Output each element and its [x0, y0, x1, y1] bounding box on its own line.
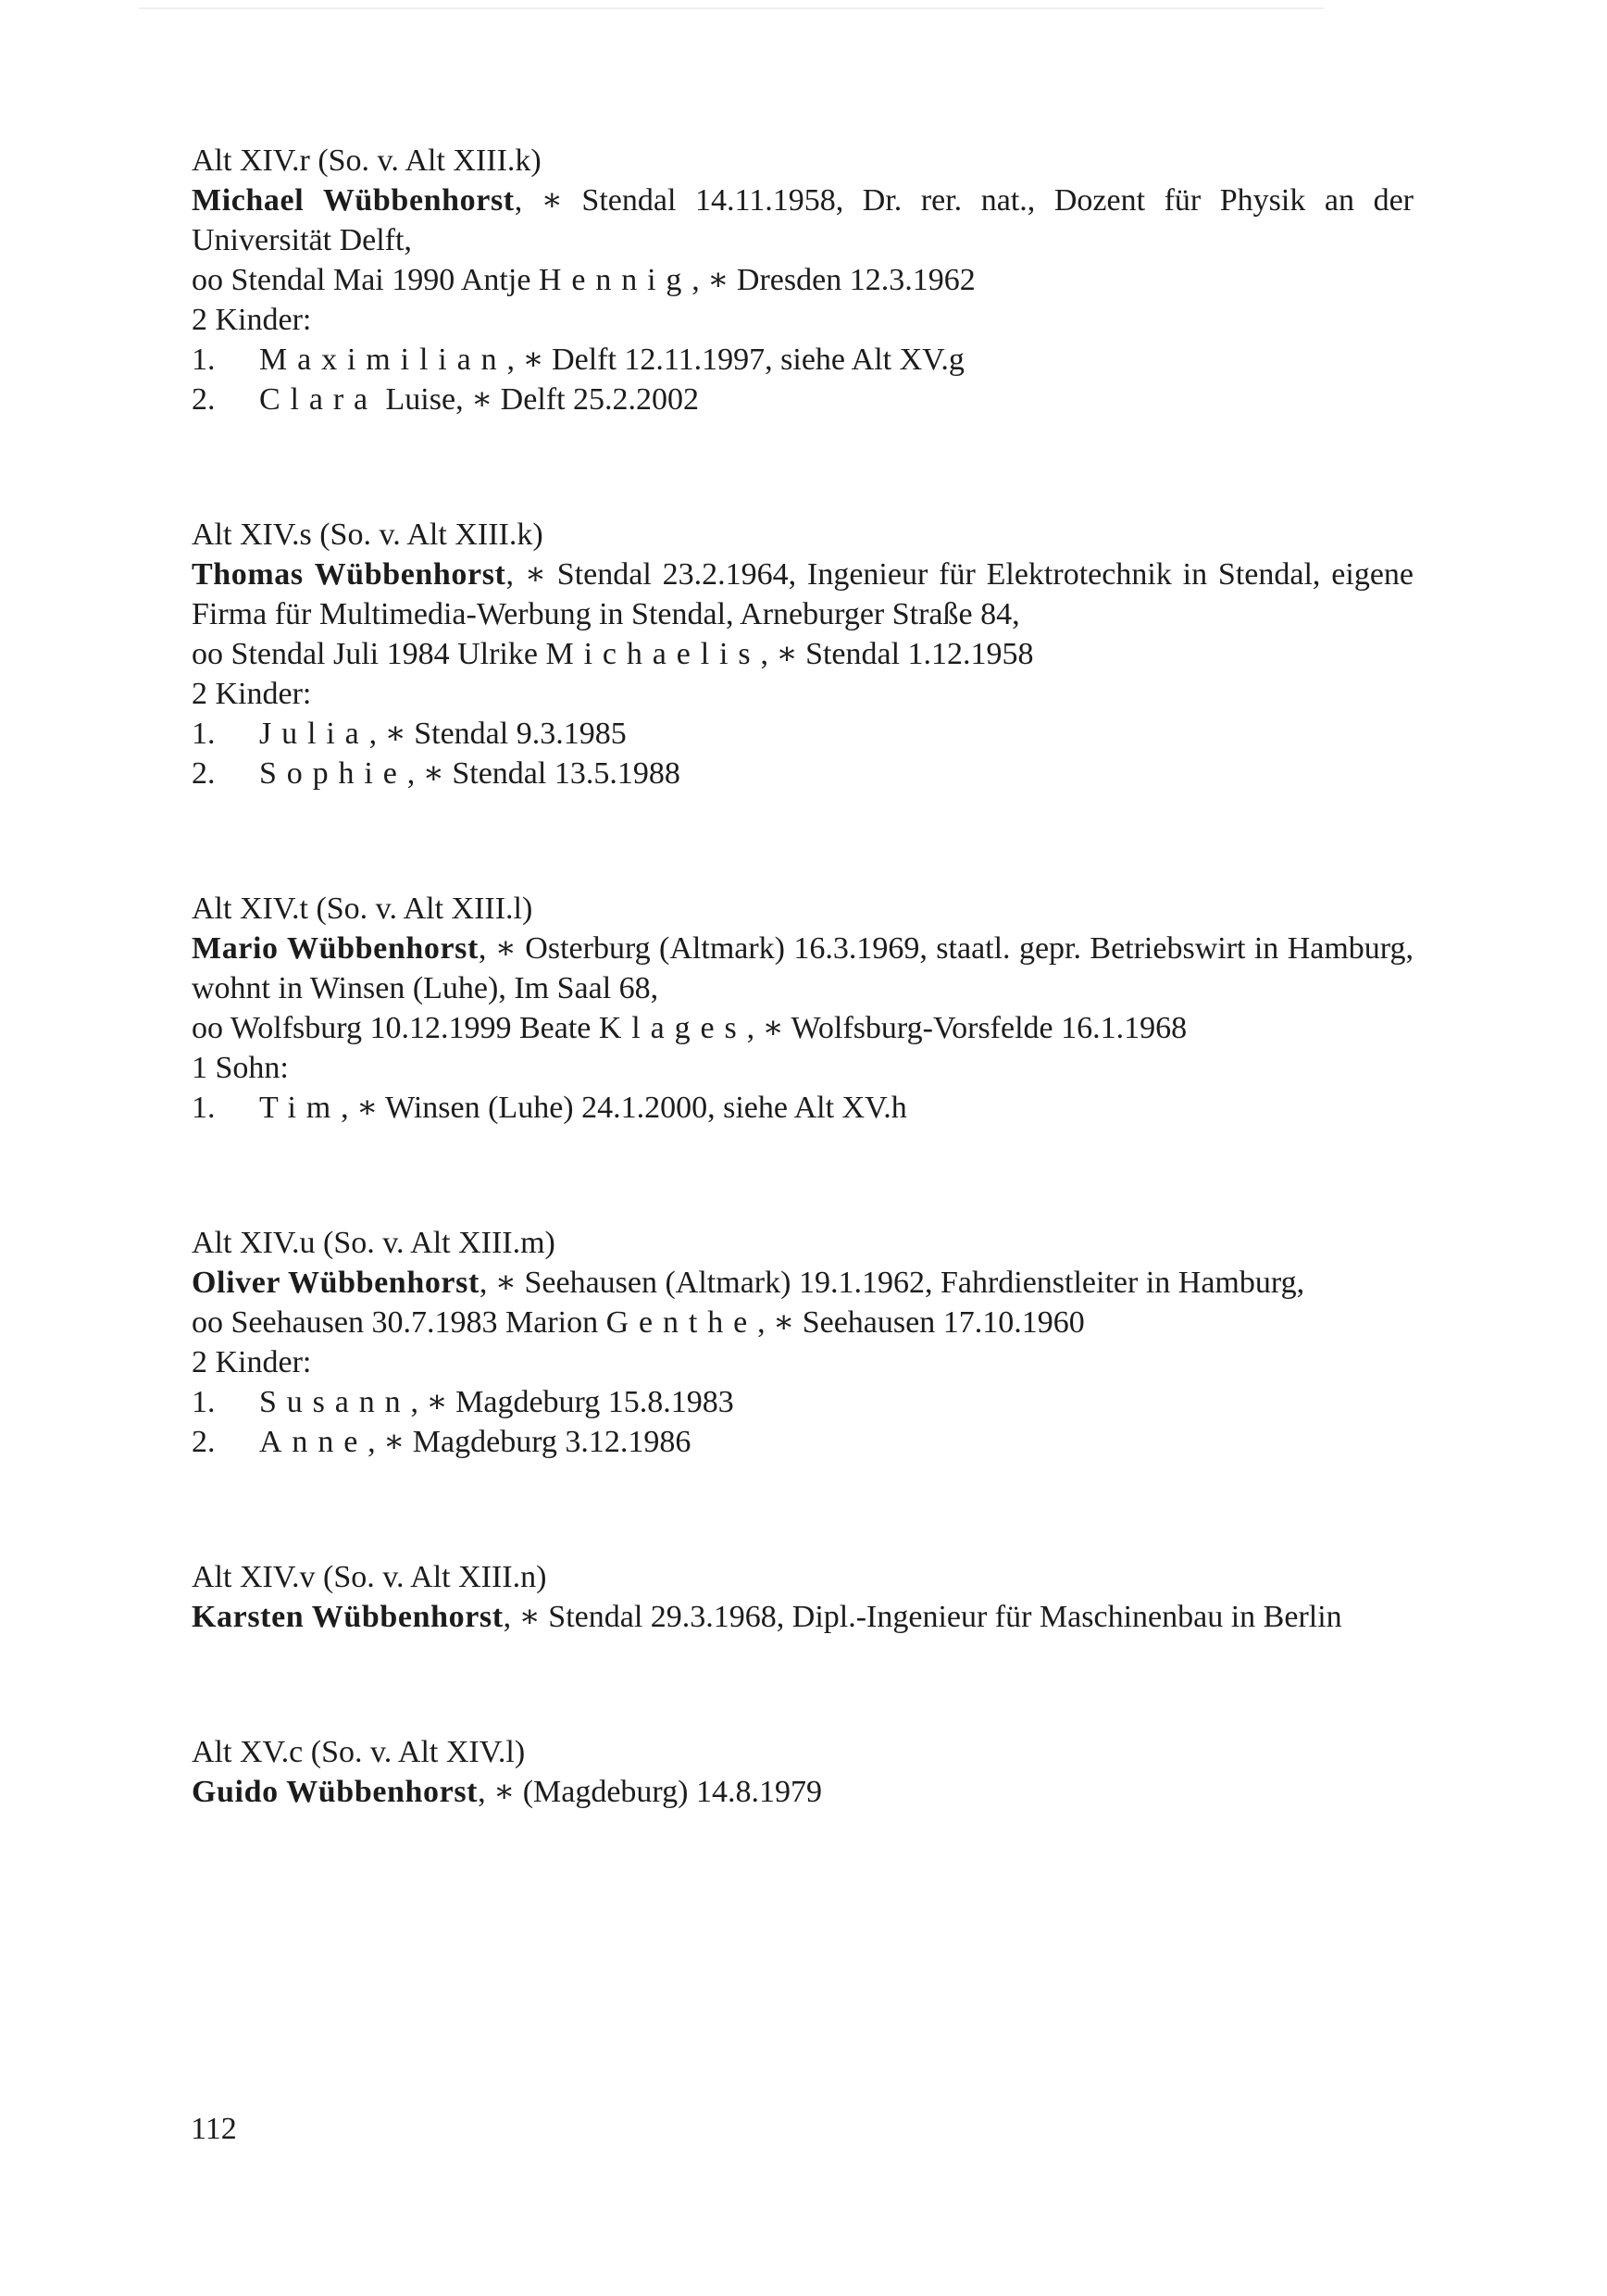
person-details: , ∗ Seehausen (Altmark) 19.1.1962, Fahrdienstleiter in Hamburg,	[479, 1266, 1305, 1300]
child-name: Sophie	[259, 756, 407, 791]
person-entry	[192, 141, 1414, 419]
person-details: , ∗ (Magdeburg) 14.8.1979	[478, 1775, 822, 1809]
child-item	[192, 380, 1414, 419]
marriage-suffix: , ∗ Wolfsburg-Vorsfelde 16.1.1968	[746, 1011, 1188, 1045]
child-number: 2.	[192, 756, 216, 791]
child-item	[192, 1422, 1414, 1462]
children-label: 2 Kinder:	[192, 1345, 312, 1379]
person-name: Michael Wübbenhorst	[192, 183, 515, 218]
page-number: 112	[191, 2112, 237, 2146]
child-name: Maximilian	[259, 343, 507, 377]
person-paragraph	[192, 1597, 1414, 1637]
children-label: 1 Sohn:	[192, 1051, 289, 1085]
entry-heading: Alt XIV.v (So. v. Alt XIII.n)	[192, 1560, 547, 1594]
child-details: , ∗ Magdeburg 15.8.1983	[410, 1385, 734, 1419]
person-name: Oliver Wübbenhorst	[192, 1266, 480, 1300]
child-item	[192, 714, 1414, 754]
child-details: , ∗ Stendal 13.5.1988	[406, 756, 680, 791]
children-label: 2 Kinder:	[192, 303, 312, 337]
person-entry	[192, 1223, 1414, 1462]
child-name: Susann	[259, 1385, 411, 1419]
child-number: 1.	[192, 717, 216, 751]
marriage-line	[192, 1303, 1414, 1342]
child-details: Luise, ∗ Delft 25.2.2002	[378, 382, 700, 417]
child-item	[192, 340, 1414, 380]
child-item	[192, 1088, 1414, 1128]
child-number: 2.	[192, 1425, 216, 1459]
person-paragraph	[192, 555, 1414, 634]
child-details: , ∗ Magdeburg 3.12.1986	[367, 1425, 691, 1459]
child-number: 1.	[192, 1091, 216, 1125]
child-details: , ∗ Delft 12.11.1997, siehe Alt XV.g	[506, 343, 965, 377]
person-name: Mario Wübbenhorst	[192, 931, 479, 966]
person-name: Thomas Wübbenhorst	[192, 557, 506, 592]
person-entry	[192, 1732, 1414, 1812]
person-details: , ∗ Stendal 23.2.1964, Ingenieur für Elektrotechnik in Stendal, eigene Firma für Multimedia-Werbung in Stendal, Arneburger Straße 84,	[192, 557, 1414, 631]
person-entry	[192, 1557, 1414, 1637]
marriage-prefix: oo Stendal Mai 1990 Antje	[192, 263, 539, 297]
marriage-prefix: oo Wolfsburg 10.12.1999 Beate	[192, 1011, 599, 1045]
person-name: Guido Wübbenhorst	[192, 1775, 479, 1809]
person-details: , ∗ Osterburg (Altmark) 16.3.1969, staatl. gepr. Betriebswirt in Hamburg, wohnt in Winsen (Luhe), Im Saal 68,	[192, 931, 1414, 1005]
spouse-name: Klages	[598, 1011, 747, 1045]
marriage-line	[192, 260, 1414, 300]
marriage-prefix: oo Stendal Juli 1984 Ulrike	[192, 637, 546, 671]
entry-heading: Alt XV.c (So. v. Alt XIV.l)	[192, 1735, 526, 1769]
person-paragraph	[192, 181, 1414, 260]
spouse-name: Genthe	[605, 1305, 758, 1340]
person-entry	[192, 515, 1414, 793]
person-paragraph	[192, 1772, 1414, 1812]
entry-heading: Alt XIV.u (So. v. Alt XIII.m)	[192, 1226, 555, 1260]
children-label: 2 Kinder:	[192, 677, 312, 711]
genealogy-entries	[192, 141, 1414, 1812]
person-paragraph	[192, 929, 1414, 1008]
child-details: , ∗ Stendal 9.3.1985	[368, 717, 627, 751]
person-entry	[192, 889, 1414, 1128]
child-details: , ∗ Winsen (Luhe) 24.1.2000, siehe Alt XV.h	[341, 1091, 907, 1125]
scan-top-edge	[139, 7, 1324, 19]
child-name: Anne	[259, 1425, 368, 1459]
child-item	[192, 754, 1414, 793]
child-number: 1.	[192, 1385, 216, 1419]
child-number: 1.	[192, 343, 216, 377]
marriage-suffix: , ∗ Stendal 1.12.1958	[760, 637, 1034, 671]
child-item	[192, 1382, 1414, 1422]
person-details: , ∗ Stendal 29.3.1968, Dipl.-Ingenieur für Maschinenbau in Berlin	[503, 1600, 1342, 1634]
child-name: Tim	[259, 1091, 342, 1125]
marriage-suffix: , ∗ Dresden 12.3.1962	[691, 263, 976, 297]
spouse-name: Hennig	[538, 263, 692, 297]
entry-heading: Alt XIV.t (So. v. Alt XIII.l)	[192, 892, 533, 926]
entry-heading: Alt XIV.r (So. v. Alt XIII.k)	[192, 144, 542, 178]
marriage-line	[192, 634, 1414, 674]
marriage-prefix: oo Seehausen 30.7.1983 Marion	[192, 1305, 606, 1340]
marriage-suffix: , ∗ Seehausen 17.10.1960	[757, 1305, 1085, 1340]
child-number: 2.	[192, 382, 216, 417]
spouse-name: Michaelis	[545, 637, 761, 671]
marriage-line	[192, 1008, 1414, 1048]
entry-heading: Alt XIV.s (So. v. Alt XIII.k)	[192, 518, 543, 552]
person-details: , ∗ Stendal 14.11.1958, Dr. rer. nat., Dozent für Physik an der Universität Delft,	[192, 183, 1414, 257]
child-name: Julia	[259, 717, 369, 751]
person-paragraph	[192, 1263, 1414, 1303]
child-name: Clara	[259, 382, 379, 417]
person-name: Karsten Wübbenhorst	[192, 1600, 504, 1634]
